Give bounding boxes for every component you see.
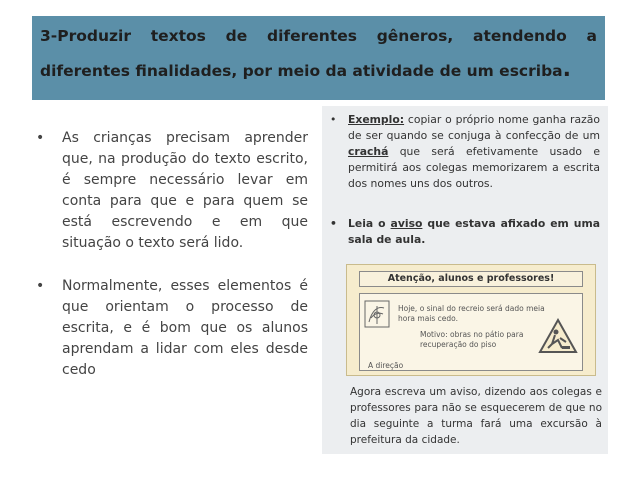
- title-word: atendendo: [472, 27, 567, 45]
- notice-signature: A direção: [368, 361, 404, 370]
- example-text-b: que será efetivamente usado e permitirá aos colegas memorizarem a escrita dos nomes uns dos outros.: [348, 145, 600, 190]
- example-panel: [322, 106, 608, 454]
- title-word: de: [225, 27, 248, 45]
- read-text-a: Leia o: [348, 217, 391, 230]
- bullet-icon: •: [330, 113, 337, 126]
- example-text: [348, 112, 600, 192]
- bullet-icon: •: [36, 278, 45, 294]
- cracha-word: crachá: [348, 145, 389, 158]
- read-text-b: que estava afixado em uma sala de aula.: [348, 217, 600, 246]
- left-column: [36, 128, 308, 403]
- bullet-icon: •: [36, 130, 45, 146]
- bullet-icon: •: [330, 217, 337, 230]
- list-item: [36, 276, 308, 381]
- list-item: [36, 128, 308, 254]
- title-line-2: [40, 56, 597, 85]
- title-word: gêneros,: [376, 27, 454, 45]
- title-word: 3-Produzir: [40, 27, 131, 45]
- read-text: [348, 216, 600, 248]
- notice-message-1: Hoje, o sinal do recreio será dado meia hora mais cedo.: [398, 304, 545, 323]
- title-word: a: [586, 27, 597, 45]
- notice-body: [359, 293, 583, 371]
- example-label: Exemplo:: [348, 113, 405, 126]
- list-item-text: As crianças precisam aprender que, na produção do texto escrito, é sempre necessário levar em conta para que e para quem se está escrevendo e em que situação o texto será lido.: [62, 130, 308, 251]
- title-word: textos: [150, 27, 206, 45]
- title-text-line-2: diferentes finalidades, por meio da atividade de um escriba: [40, 62, 563, 80]
- instruction-text: Agora escreva um aviso, dizendo aos colegas e professores para não se esquecerem de que no dia seguinte a turma fará uma excursão à prefeitura da cidade.: [350, 386, 602, 446]
- aviso-word: aviso: [390, 217, 423, 230]
- example-item: [330, 112, 600, 192]
- title-word: diferentes: [266, 27, 357, 45]
- notice-message-2: Motivo: obras no pátio para recuperação do piso: [420, 330, 524, 349]
- read-item: [330, 216, 600, 248]
- notice-image: [346, 264, 596, 376]
- title-period: .: [562, 57, 571, 82]
- example-text-a: copiar o próprio nome ganha razão de ser quando se conjuga à confecção de um: [348, 113, 600, 142]
- notice-title: Atenção, alunos e professores!: [359, 271, 583, 287]
- decorative-emblem-icon: [364, 300, 390, 328]
- title-line-1: [40, 22, 597, 56]
- list-item-text: Normalmente, esses elementos é que orientam o processo de escrita, e é bom que os alunos aprendam a lidar com eles desde cedo: [62, 278, 308, 378]
- slide-title: [32, 16, 605, 100]
- construction-warning-icon: [538, 318, 578, 354]
